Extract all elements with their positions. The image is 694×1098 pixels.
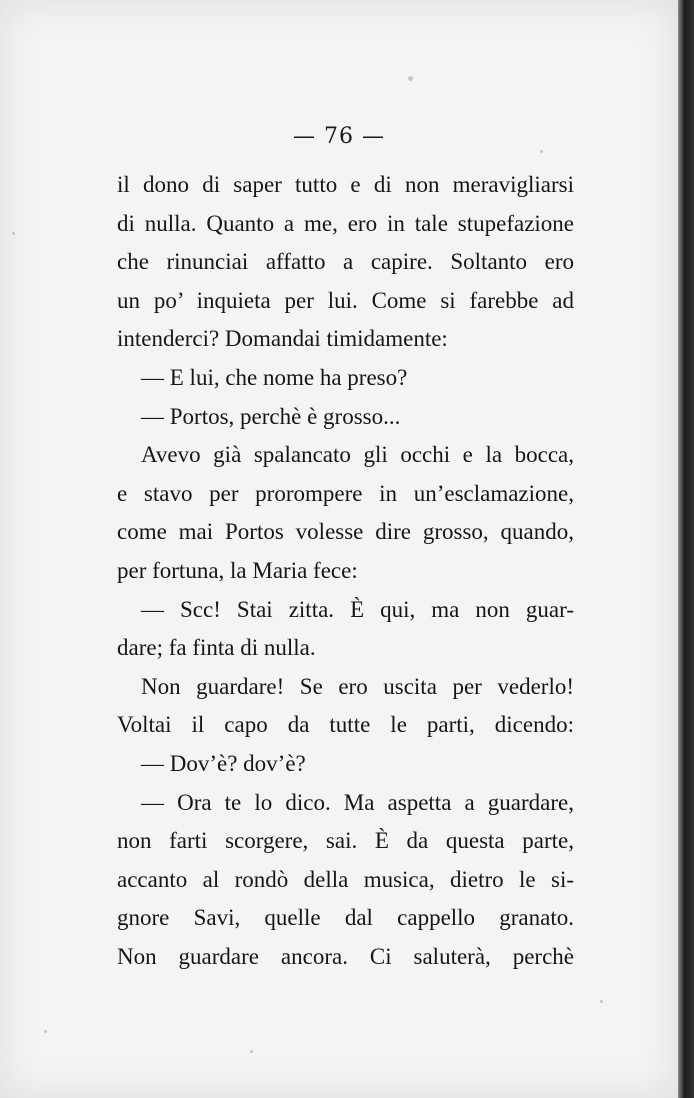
text-line: — Portos, perchè è grosso... <box>141 403 401 429</box>
body-text <box>117 166 574 976</box>
text-line: Avevo già spalancato gli occhi e la bocca, <box>141 442 574 468</box>
text-line: — Dov’è? dov’è? <box>141 750 306 776</box>
paper-speck <box>250 1050 253 1053</box>
text-line: accanto al rondò della musica, dietro le si- <box>117 866 574 892</box>
paper-speck <box>12 232 15 235</box>
text-line: intenderci? Domandai timidamente: <box>117 326 448 352</box>
text-line: Voltai il capo da tutte le parti, dicendo: <box>117 712 574 738</box>
text-line: dare; fa finta di nulla. <box>117 635 316 661</box>
paper-speck <box>540 150 543 153</box>
text-line: che rinunciai affatto a capire. Soltanto ero <box>117 249 574 275</box>
page-number: — 76 — <box>293 124 385 149</box>
text-line: di nulla. Quanto a me, ero in tale stupefazione <box>117 210 574 236</box>
text-line: un po’ inquieta per lui. Come si farebbe ad <box>117 287 574 313</box>
paper-speck <box>408 76 413 81</box>
paper-speck <box>600 1000 603 1003</box>
text-line: Non guardare ancora. Ci saluterà, perchè <box>117 943 574 969</box>
text-line: — Scc! Stai zitta. È qui, ma non guar- <box>141 596 574 622</box>
text-line: e stavo per prorompere in un’esclamazione, <box>117 480 574 506</box>
text-line: per fortuna, la Maria fece: <box>117 557 358 583</box>
paper-speck <box>44 1030 47 1033</box>
text-line: il dono di saper tutto e di non meravigliarsi <box>117 172 574 197</box>
text-line: — E lui, che nome ha preso? <box>141 364 408 390</box>
text-line: come mai Portos volesse dire grosso, quando, <box>117 519 574 545</box>
text-line: — Ora te lo dico. Ma aspetta a guardare, <box>141 789 574 815</box>
text-line: gnore Savi, quelle dal cappello granato. <box>117 905 574 931</box>
text-line: Non guardare! Se ero uscita per vederlo! <box>141 673 574 699</box>
book-spine <box>678 0 694 1098</box>
text-line: non farti scorgere, sai. È da questa parte, <box>117 828 574 854</box>
